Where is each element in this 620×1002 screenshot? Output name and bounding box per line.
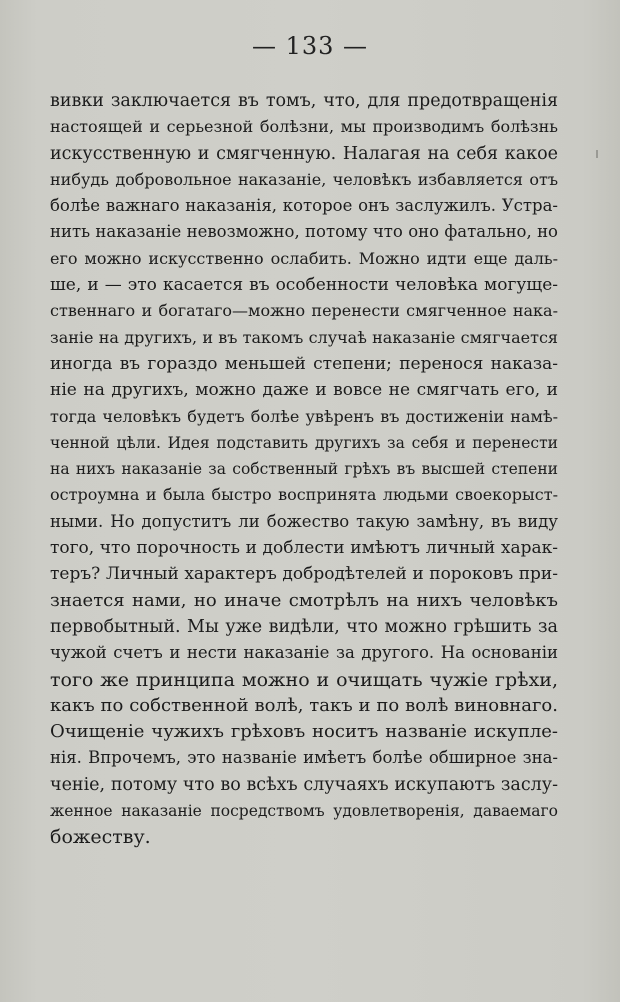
text-line: болѣе важнаго наказанія, которое онъ заслужилъ. Устра- bbox=[50, 196, 558, 216]
text-line: остроумна и была быстро воспринята людьми своекорыст- bbox=[50, 485, 558, 505]
edge-mark bbox=[596, 150, 598, 158]
text-line: того, что порочность и доблести имѣютъ личный харак- bbox=[50, 538, 558, 559]
text-line: ченной цѣли. Идея подставить другихъ за себя и перенести bbox=[50, 433, 558, 452]
page-number: — 133 — bbox=[251, 32, 369, 60]
text-line: искусственную и смягченную. Налагая на себя какое bbox=[50, 143, 558, 164]
body-text bbox=[50, 88, 558, 851]
text-line: нить наказаніе невозможно, потому что оно фатально, но bbox=[50, 222, 558, 242]
text-line-last: божеству. bbox=[50, 826, 151, 849]
text-line: на нихъ наказаніе за собственный грѣхъ въ высшей степени bbox=[50, 460, 558, 479]
text-line: нія. Впрочемъ, это названіе имѣетъ болѣе обширное зна- bbox=[50, 748, 558, 768]
text-line: чужой счетъ и нести наказаніе за другого. На основаніи bbox=[50, 643, 558, 663]
text-line: вивки заключается въ томъ, что, для предотвращенія bbox=[50, 91, 558, 111]
text-line: ченіе, потому что во всѣхъ случаяхъ искупаютъ заслу- bbox=[50, 774, 558, 795]
text-line: ными. Но допуститъ ли божество такую замѣну, въ виду bbox=[50, 511, 558, 531]
text-line: того же принципа можно и очищать чужіе грѣхи, bbox=[50, 668, 558, 691]
text-line: заніе на другихъ, и въ такомъ случаѣ наказаніе смягчается bbox=[50, 327, 558, 347]
text-line: иногда въ гораздо меньшей степени; перенося наказа- bbox=[50, 353, 558, 374]
text-line: ніе на другихъ, можно даже и вовсе не смягчать его, и bbox=[50, 380, 558, 401]
text-line: первобытный. Мы уже видѣли, что можно грѣшить за bbox=[50, 616, 558, 637]
text-line: ше, и — это касается въ особенности человѣка могуще- bbox=[50, 275, 558, 296]
text-line: знается нами, но иначе смотрѣлъ на нихъ человѣкъ bbox=[50, 589, 558, 611]
text-line: женное наказаніе посредствомъ удовлетворенія, даваемаго bbox=[50, 802, 558, 821]
text-line: его можно искусственно ослабить. Можно идти еще даль- bbox=[50, 248, 558, 268]
text-line: тогда человѣкъ будетъ болѣе увѣренъ въ достиженіи намѣ- bbox=[50, 406, 558, 426]
text-line: какъ по собственной волѣ, такъ и по волѣ виновнаго. bbox=[50, 694, 558, 716]
text-line: Очищеніе чужихъ грѣховъ носитъ названіе искупле- bbox=[50, 721, 558, 743]
text-line: теръ? Личный характеръ добродѣтелей и пороковъ при- bbox=[50, 564, 558, 585]
text-line: нибудь добровольное наказаніе, человѣкъ избавляется отъ bbox=[50, 169, 558, 189]
text-line: ственнаго и богатаго—можно перенести смягченное нака- bbox=[50, 301, 558, 321]
text-line: настоящей и серьезной болѣзни, мы производимъ болѣзнь bbox=[50, 117, 558, 137]
